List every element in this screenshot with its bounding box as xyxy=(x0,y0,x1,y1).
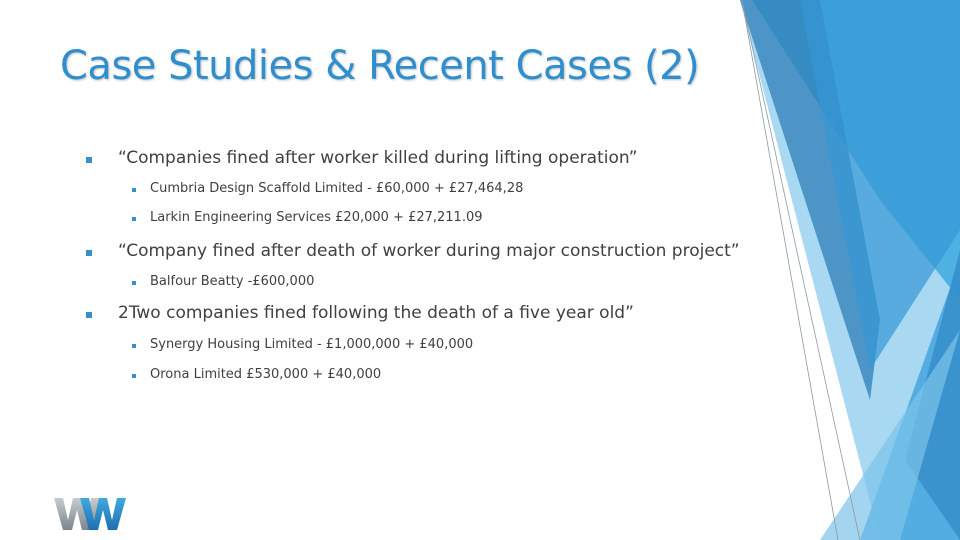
bullet-item-3: 2Two companies fined following the death of a five year old” xyxy=(118,303,634,323)
bullet-square-icon xyxy=(86,250,92,256)
sub-bullet-item-3-2: Orona Limited £530,000 + £40,000 xyxy=(150,367,382,382)
bullet-item-2: “Company fined after death of worker during major construction project” xyxy=(118,241,740,261)
bullet-square-icon xyxy=(86,157,92,163)
bullet-item-1: “Companies fined after worker killed during lifting operation” xyxy=(118,148,638,168)
sub-bullet-square-icon xyxy=(132,281,136,285)
sub-bullet-item-1-2: Larkin Engineering Services £20,000 + £27,211.09 xyxy=(150,210,483,225)
slide-title: Case Studies & Recent Cases (2) xyxy=(60,43,700,89)
sub-bullet-item-1-1: Cumbria Design Scaffold Limited - £60,000 + £27,464,28 xyxy=(150,181,524,196)
bullet-square-icon xyxy=(86,312,92,318)
sub-bullet-item-3-1: Synergy Housing Limited - £1,000,000 + £40,000 xyxy=(150,337,474,352)
sub-bullet-square-icon xyxy=(132,374,136,378)
ww-logo-icon xyxy=(54,496,126,532)
sub-bullet-square-icon xyxy=(132,217,136,221)
sub-bullet-square-icon xyxy=(132,188,136,192)
sub-bullet-item-2-1: Balfour Beatty -£600,000 xyxy=(150,274,315,289)
sub-bullet-square-icon xyxy=(132,344,136,348)
